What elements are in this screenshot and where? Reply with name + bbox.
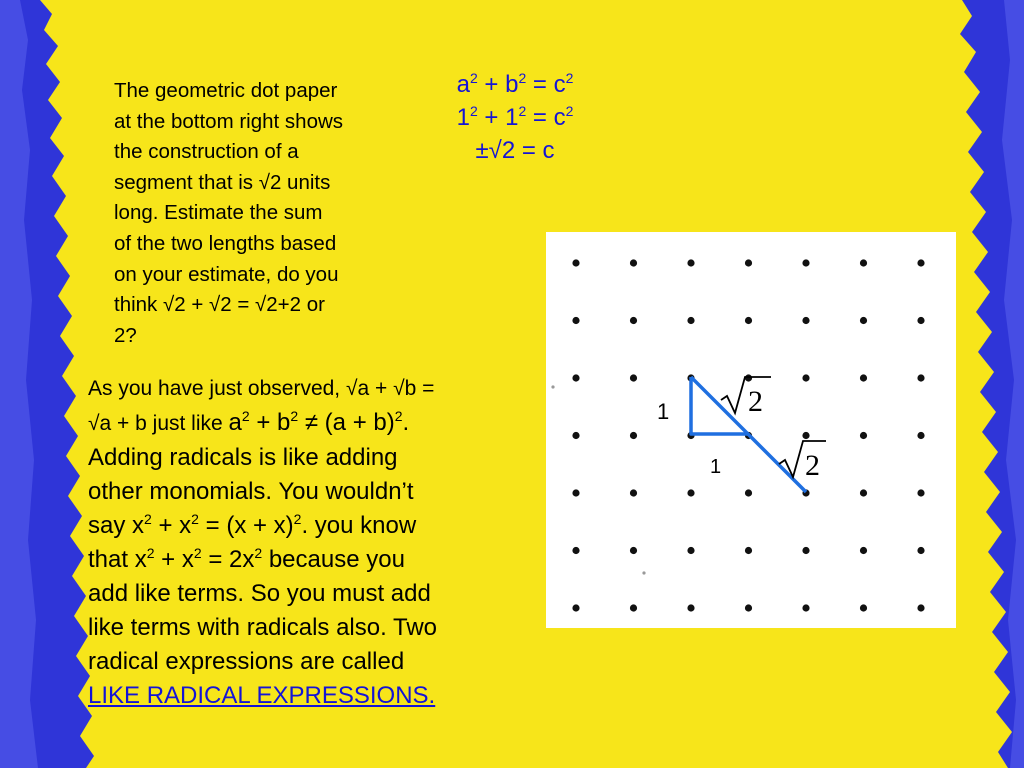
- grid-dot: [630, 547, 637, 554]
- intro-line: of the two lengths based: [114, 231, 337, 255]
- eq-text: = c: [526, 104, 566, 131]
- grid-dot: [745, 604, 752, 611]
- body-text: that x: [88, 546, 147, 573]
- grid-dot: [802, 374, 809, 381]
- exponent: 2: [146, 545, 155, 561]
- body-text: + x: [151, 512, 192, 539]
- body-text: + x: [154, 546, 194, 573]
- grid-dot: [687, 317, 694, 324]
- eq-text: + 1: [477, 104, 519, 131]
- exponent: 2: [293, 511, 302, 527]
- eq-exponent: 2: [518, 103, 527, 119]
- grid-dot: [917, 259, 924, 266]
- body-paragraph: [88, 372, 520, 713]
- grid-dot: [572, 317, 579, 324]
- eq-text: = c: [526, 71, 566, 98]
- body-line: other monomials. You wouldn’t: [88, 478, 414, 505]
- equation-2: [420, 101, 610, 134]
- grid-dot: [860, 432, 867, 439]
- like-radical-expressions-link[interactable]: LIKE RADICAL EXPRESSIONS.: [88, 682, 436, 709]
- intro-line: on your estimate, do you: [114, 262, 339, 286]
- grid-dot: [572, 489, 579, 496]
- grid-dot: [745, 374, 752, 381]
- body-line: [88, 543, 520, 577]
- grid-dot: [630, 259, 637, 266]
- exponent: 2: [290, 408, 299, 424]
- grid-dot: [802, 259, 809, 266]
- exponent: 2: [254, 545, 263, 561]
- grid-dot: [745, 317, 752, 324]
- grid-dot: [802, 317, 809, 324]
- intro-line: segment that is √2 units: [114, 170, 331, 194]
- eq-text: a: [456, 71, 470, 98]
- dot-paper: [546, 232, 956, 628]
- grid-dot: [802, 547, 809, 554]
- grid-dot: [745, 259, 752, 266]
- equation-3: [420, 134, 610, 167]
- body-line: add like terms. So you must add: [88, 580, 431, 607]
- body-text: . you know: [301, 512, 417, 539]
- grid-dot: [860, 547, 867, 554]
- grid-dot: [572, 604, 579, 611]
- grid-dot: [917, 317, 924, 324]
- grid-dot: [687, 604, 694, 611]
- grid-dot: [687, 259, 694, 266]
- grid-dot: [860, 259, 867, 266]
- body-text: ≠ (a + b): [298, 409, 395, 436]
- eq-exponent: 2: [469, 70, 478, 86]
- radical-bottom-value: 2: [805, 449, 820, 482]
- dot-paper-background: [546, 232, 956, 628]
- exponent: 2: [394, 408, 403, 424]
- body-line: [88, 679, 520, 713]
- grid-dot: [917, 489, 924, 496]
- grid-dot: [572, 547, 579, 554]
- grid-dot: [572, 259, 579, 266]
- grid-dot: [687, 547, 694, 554]
- grid-dot: [630, 489, 637, 496]
- grid-dot: [687, 489, 694, 496]
- body-text: √a + b just like: [88, 412, 229, 435]
- body-text: a: [228, 409, 242, 436]
- intro-line: think √2 + √2 = √2+2 or: [114, 293, 325, 317]
- stray-mark: [642, 571, 645, 574]
- grid-dot: [572, 432, 579, 439]
- grid-dot: [630, 604, 637, 611]
- grid-dot: [860, 374, 867, 381]
- equation-1: [420, 68, 610, 101]
- intro-line: the construction of a: [114, 140, 299, 164]
- horizontal-leg-label: 1: [710, 456, 722, 478]
- intro-line: 2?: [114, 323, 137, 347]
- intro-line: at the bottom right shows: [114, 109, 344, 133]
- radical-top-value: 2: [748, 385, 763, 418]
- eq-text: ±√2 = c: [475, 137, 555, 164]
- body-line: Adding radicals is like adding: [88, 444, 398, 471]
- grid-dot: [802, 604, 809, 611]
- eq-exponent: 2: [469, 103, 478, 119]
- body-text: = (x + x): [198, 512, 294, 539]
- grid-dot: [860, 317, 867, 324]
- stray-mark: [551, 385, 554, 388]
- body-text: + b: [249, 409, 291, 436]
- grid-dot: [917, 432, 924, 439]
- body-text: As you have just observed, √a + √b =: [88, 377, 435, 400]
- grid-dot: [860, 604, 867, 611]
- pythagorean-equations: [420, 68, 610, 167]
- body-text: say x: [88, 512, 145, 539]
- grid-dot: [917, 604, 924, 611]
- intro-line: The geometric dot paper: [114, 79, 338, 102]
- grid-dot: [802, 432, 809, 439]
- grid-dot: [917, 547, 924, 554]
- body-line: [88, 372, 520, 406]
- body-text: = 2x: [201, 546, 255, 573]
- intro-paragraph: [114, 76, 406, 351]
- grid-dot: [860, 489, 867, 496]
- grid-dot: [917, 374, 924, 381]
- eq-exponent: 2: [565, 70, 574, 86]
- exponent: 2: [241, 408, 250, 424]
- grid-dot: [630, 374, 637, 381]
- grid-dot: [630, 317, 637, 324]
- grid-dot: [572, 374, 579, 381]
- exponent: 2: [191, 511, 199, 527]
- body-line: [88, 406, 520, 441]
- exponent: 2: [193, 545, 202, 561]
- body-line: like terms with radicals also. Two: [88, 614, 438, 641]
- eq-exponent: 2: [518, 70, 527, 86]
- vertical-leg-label: 1: [657, 399, 670, 424]
- body-text: because you: [262, 546, 405, 573]
- eq-exponent: 2: [565, 103, 574, 119]
- grid-dot: [745, 547, 752, 554]
- grid-dot: [630, 432, 637, 439]
- intro-line: long. Estimate the sum: [114, 201, 323, 225]
- body-line: radical expressions are called: [88, 648, 405, 675]
- eq-text: + b: [477, 71, 519, 98]
- eq-text: 1: [456, 104, 470, 131]
- grid-dot: [745, 489, 752, 496]
- body-text: .: [402, 409, 410, 436]
- body-line: [88, 509, 520, 543]
- exponent: 2: [144, 511, 152, 527]
